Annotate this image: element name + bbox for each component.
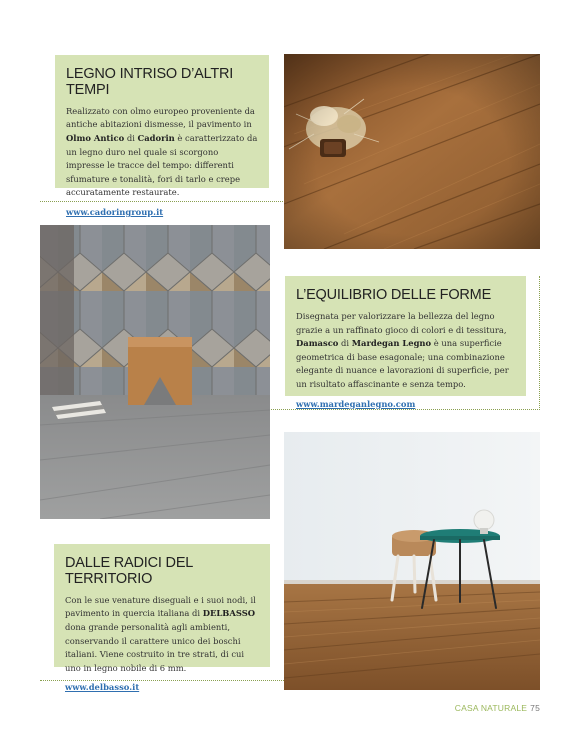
website-link[interactable]: www.cadoringroup.it — [66, 207, 164, 218]
article-title: L’EQUILIBRIO DELLE FORME — [296, 287, 492, 303]
connector-line — [539, 276, 540, 410]
article-title: DALLE RADICI DEL TERRITORIO — [65, 555, 193, 587]
magazine-name: CASA NATURALE — [454, 703, 528, 713]
page-number: 75 — [530, 703, 540, 713]
article-box-delbasso — [54, 544, 270, 693]
page-footer — [455, 703, 540, 713]
article-body: Con le sue venature diseguali e i suoi nodi, il pavimento in quercia italiana di DELBASSO dona grande personalità agli ambienti, conservando il carattere unico dei boschi italiani. Viene costruito in tre strati, di cui uno in legno nobile di 6 mm. — [65, 594, 256, 673]
article-body: Disegnata per valorizzare la bellezza del legno grazie a un raffinato gioco di colori e di tessitura, Damasco di Mardegan Legno è una superficie geometrica di base esagonale; una combinazione elegante di nuance e lavorazioni di superficie, per un risultato affascinante e senza tempo. — [296, 310, 509, 389]
article-box-cadorin — [55, 55, 269, 218]
website-link[interactable]: www.mardeganlegno.com — [296, 398, 416, 409]
photo-damasco-hexagon-wall — [40, 225, 270, 519]
website-link[interactable]: www.delbasso.it — [65, 682, 140, 693]
article-title: LEGNO INTRISO D’ALTRI TEMPI — [66, 66, 234, 98]
photo-delbasso-oak-floor — [284, 432, 540, 690]
photo-olmo-antico-floor — [284, 54, 540, 249]
article-body: Realizzato con olmo europeo proveniente da antiche abitazioni dismesse, il pavimento in Olmo Antico di Cadorin è caratterizzato da un legno duro nel quale si scorgono impresse le tracce del tempo: differenti sfumature e tonalità, fori di tarlo e crepe accuratamente restaurate. — [66, 105, 258, 198]
article-box-mardegan — [285, 276, 526, 409]
